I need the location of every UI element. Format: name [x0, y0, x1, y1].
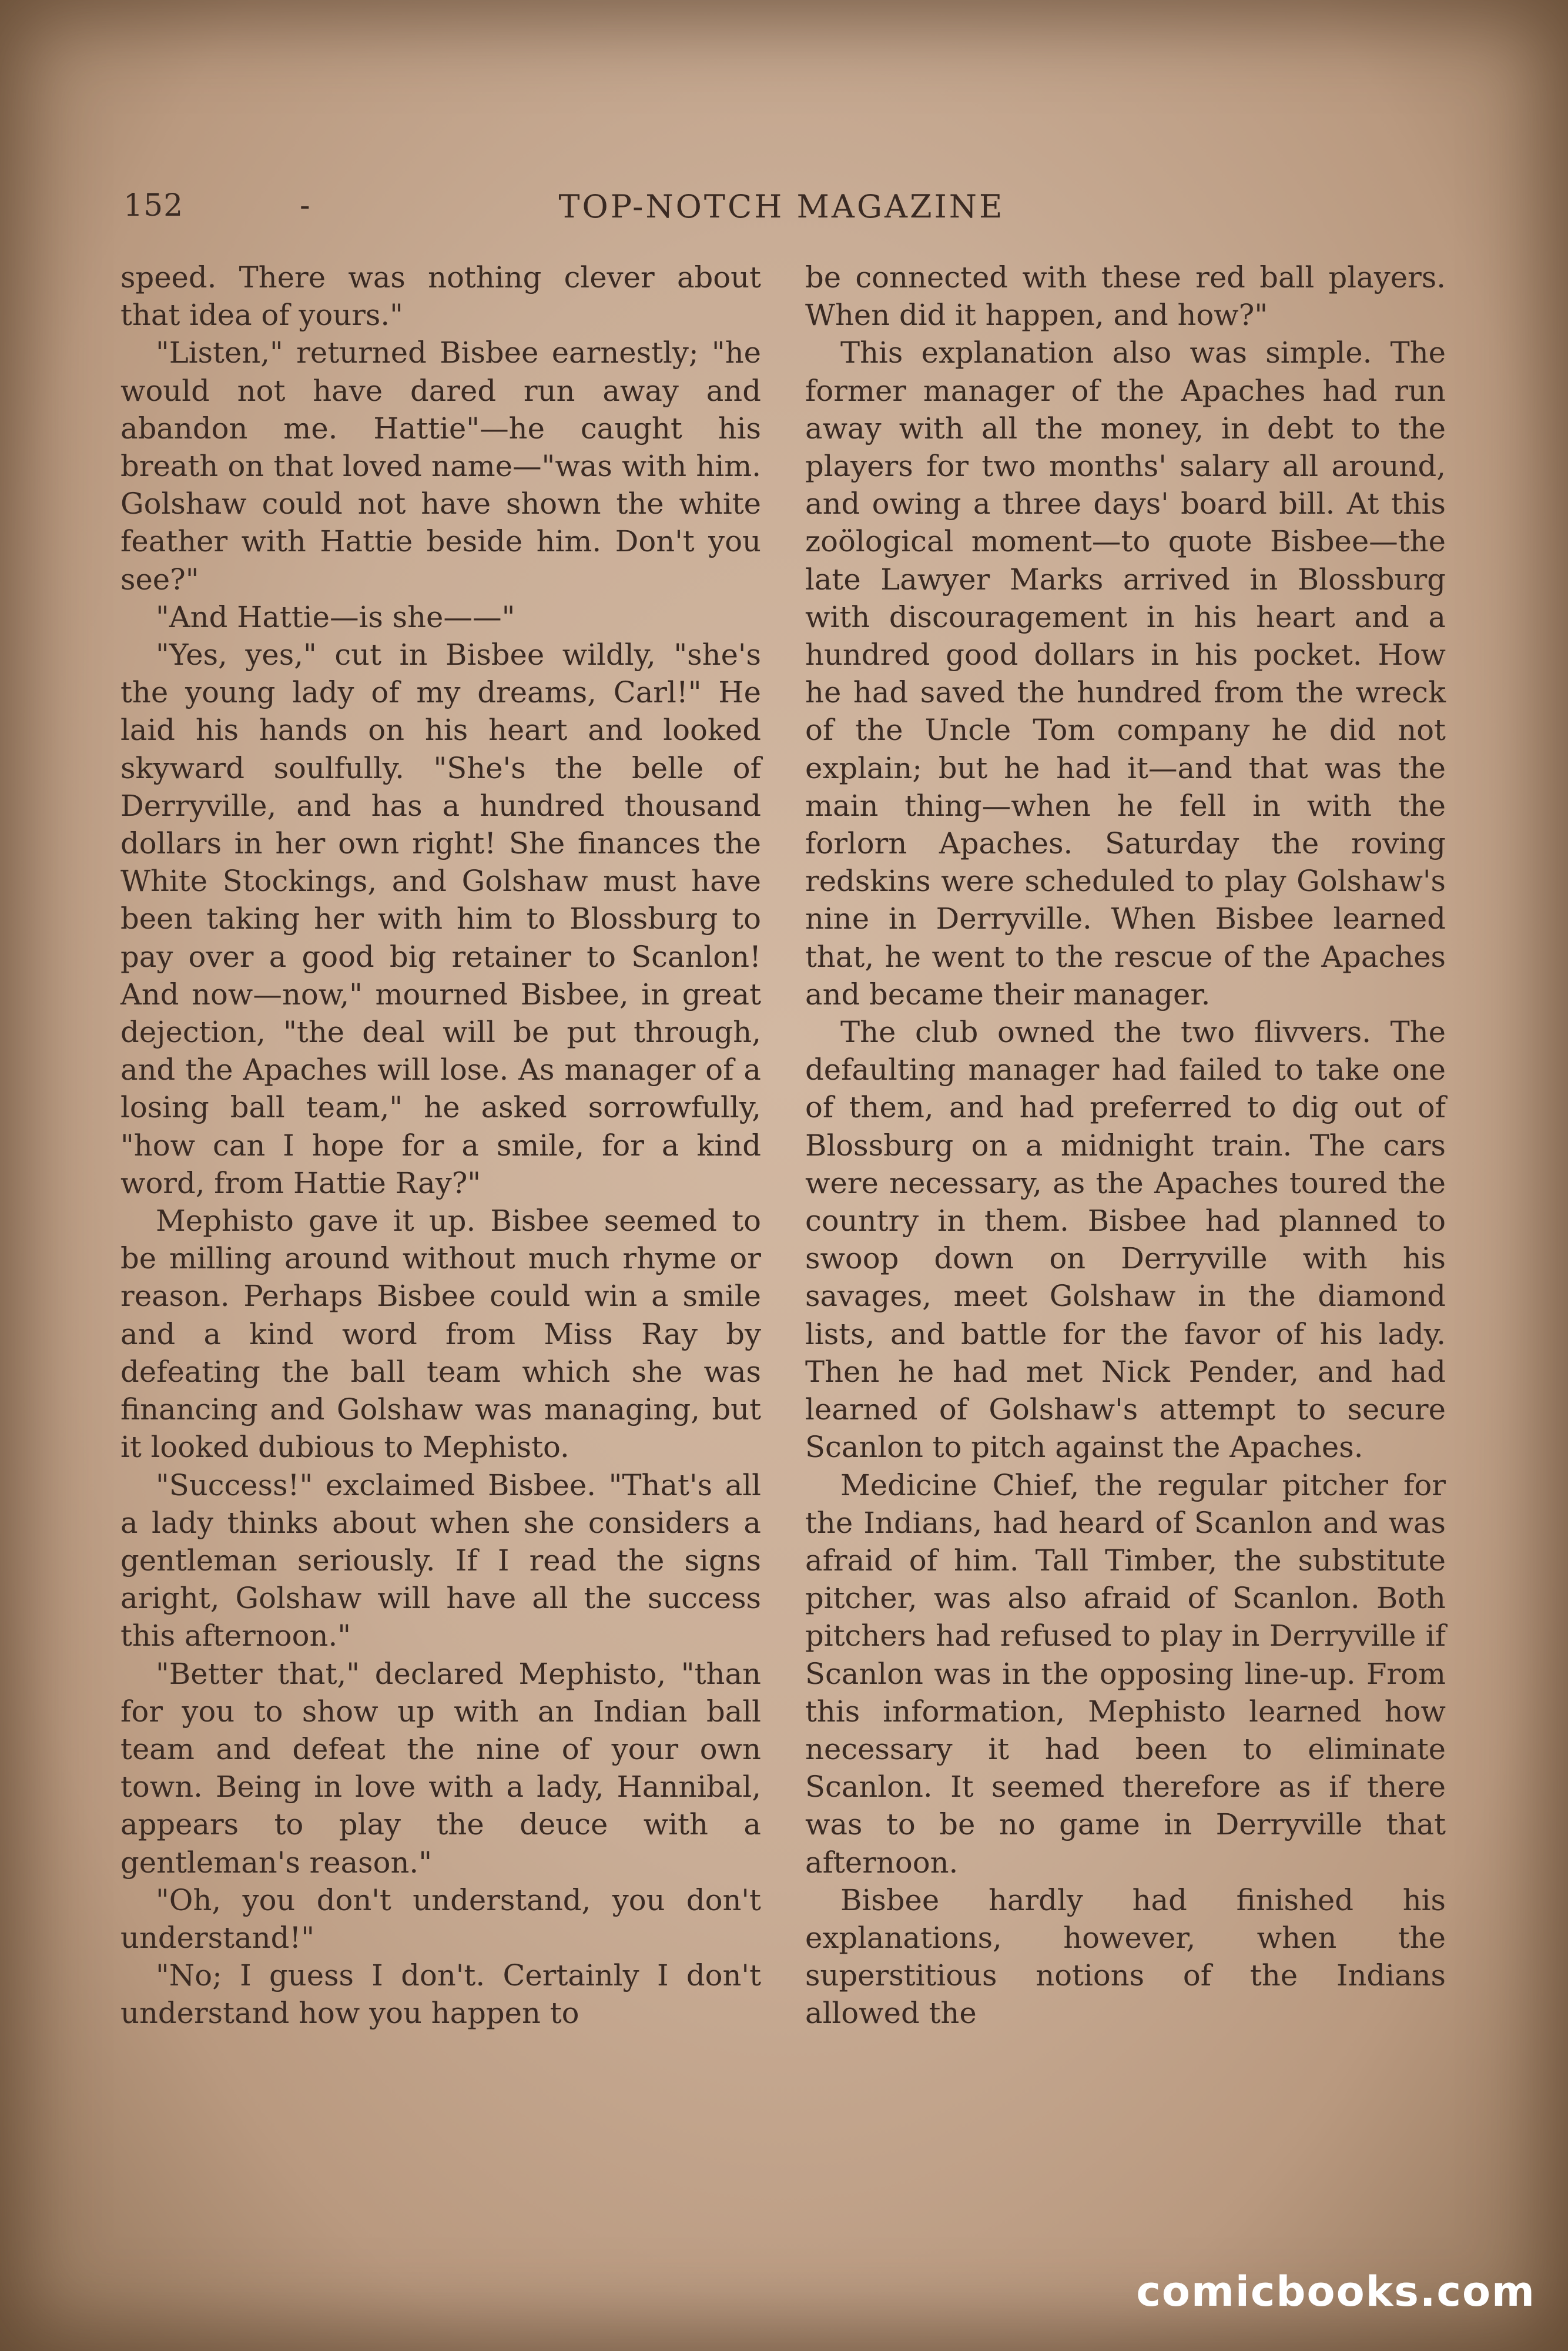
paragraph: Medicine Chief, the regular pitcher for the Indians, had heard of Scanlon and was afraid of him. Tall Timber, the substitute pitcher, was also afraid of Scanlon. Both pitchers had refused to play in Derryville if Scanlon was in the opposing line-up. From this information, Mephisto learned how necessary it had been to eliminate Scanlon. It seemed therefore as if there was to be no game in Derryville that afternoon.: [805, 1468, 1446, 1880]
paragraph: This explanation also was simple. The former manager of the Apaches had run away with all the money, in debt to the players for two months' salary all around, and owing a three days' board bill. At this zoölogical moment—to quote Bisbee—the late Lawyer Marks arrived in Blossburg with discouragement in his heart and a hundred good dollars in his pocket. How he had saved the hundred from the wreck of the Uncle Tom company he did not explain; but he had it—and that was the main thing—when he fell in with the forlorn Apaches. Saturday the roving redskins were scheduled to play Golshaw's nine in Derryville. When Bisbee learned that, he went to the rescue of the Apaches and became their manager.: [805, 336, 1446, 1012]
right-column: [805, 259, 1446, 2032]
left-column: [120, 259, 761, 2032]
page-number: 152: [123, 188, 184, 223]
paragraph: "Better that," declared Mephisto, "than for you to show up with an Indian ball team and defeat the nine of your own town. Being in love with a lady, Hannibal, appears to play the deuce with a gentleman's reason.": [120, 1656, 761, 1880]
paragraph: "Yes, yes," cut in Bisbee wildly, "she's the young lady of my dreams, Carl!" He laid his hands on his heart and looked skyward soulfully. "She's the belle of Derryville, and has a hundred thousand dollars in her own right! She finances the White Stockings, and Golshaw must have been taking her with him to Blossburg to pay over a good big retainer to Scanlon! And now—now," mourned Bisbee, in great dejection, "the deal will be put through, and the Apaches will lose. As manager of a losing ball team," he asked sorrowfully, "how can I hope for a smile, for a kind word, from Hattie Ray?": [120, 638, 761, 1200]
page-header: [123, 188, 1440, 241]
paragraph: "Listen," returned Bisbee earnestly; "he would not have dared run away and abandon me. Hattie"—he caught his breath on that loved name—"was with him. Golshaw could not have shown the white feather with Hattie beside him. Don't you see?": [120, 336, 761, 597]
paragraph: be connected with these red ball players. When did it happen, and how?": [805, 260, 1446, 333]
paragraph: "Success!" exclaimed Bisbee. "That's all a lady thinks about when she considers a gentleman seriously. If I read the signs aright, Golshaw will have all the success this afternoon.": [120, 1468, 761, 1653]
paragraph: The club owned the two flivvers. The defaulting manager had failed to take one of them, and had preferred to dig out of Blossburg on a midnight train. The cars were necessary, as the Apaches toured the country in them. Bisbee had planned to swoop down on Derryville with his savages, meet Golshaw in the diamond lists, and battle for the favor of his lady. Then he had met Nick Pender, and had learned of Golshaw's attempt to secure Scanlon to pitch against the Apaches.: [805, 1015, 1446, 1465]
magazine-title: TOP-NOTCH MAGAZINE: [558, 188, 1005, 225]
watermark-logo: comicbooks.com: [1136, 2268, 1536, 2316]
paragraph: Bisbee hardly had finished his explanations, however, when the superstitious notions of the Indians allowed the: [805, 1883, 1446, 2031]
header-dash: -: [300, 188, 310, 223]
paragraph: "And Hattie—is she——": [156, 600, 515, 634]
paragraph: "No; I guess I don't. Certainly I don't understand how you happen to: [120, 1958, 761, 2031]
paragraph: Mephisto gave it up. Bisbee seemed to be milling around without much rhyme or reason. Perhaps Bisbee could win a smile and a kind word from Miss Ray by defeating the ball team which she was financing and Golshaw was managing, but it looked dubious to Mephisto.: [120, 1204, 761, 1465]
paragraph: "Oh, you don't understand, you don't understand!": [120, 1883, 761, 1955]
paragraph: speed. There was nothing clever about that idea of yours.": [120, 260, 761, 333]
